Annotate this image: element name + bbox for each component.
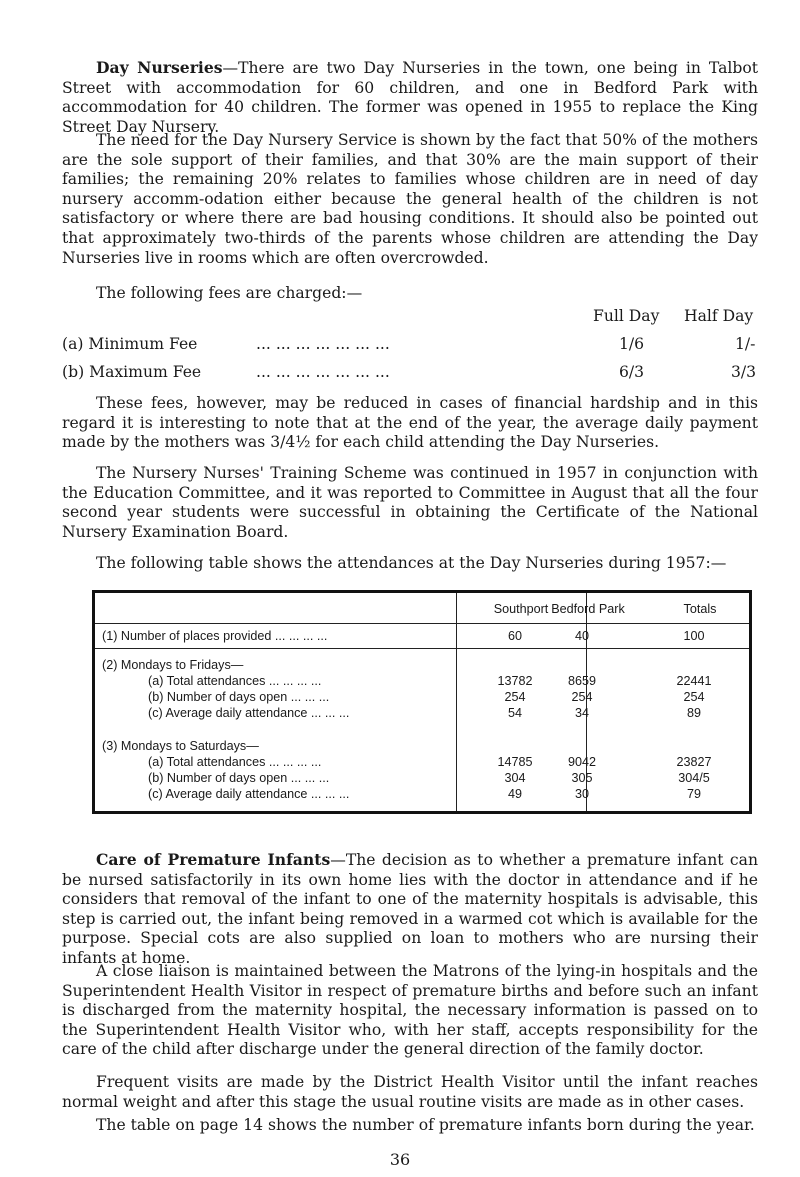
day-nurseries-heading: Day Nurseries (96, 58, 223, 77)
cell-value: 304 (504, 771, 526, 785)
fee-dots: ... ... ... ... ... ... ... (256, 335, 390, 353)
fee-half-day: 3/3 (731, 363, 757, 381)
cell-value: 305 (571, 771, 593, 785)
cell-value: 49 (507, 787, 522, 801)
cell-value: 254 (504, 690, 526, 704)
cell-value: 8659 (567, 674, 597, 688)
cell-value: 40 (574, 629, 589, 643)
visits-paragraph: Frequent visits are made by the District Health Visitor until the infant reaches normal weight and after this stage the usual routine visits are made as in other cases. (62, 1073, 758, 1111)
day-nurseries-paragraph (62, 58, 758, 137)
cell-value: 13782 (497, 674, 533, 688)
table-border (92, 590, 752, 593)
fee-row (62, 335, 762, 355)
fee-full-day: 6/3 (619, 363, 645, 381)
cell-value: 89 (686, 706, 701, 720)
cell-value: 100 (683, 629, 705, 643)
fees-intro: The following fees are charged:— (96, 284, 363, 302)
cell-value: 23827 (676, 755, 712, 769)
row-label: (a) Total attendances ... ... ... ... (148, 674, 322, 688)
cell-value: 254 (683, 690, 705, 704)
day-nurseries-text: —There are two Day Nurseries in the town, one being in Talbot Street with accommodation for 60 children, and one in Bedford Park with accommodation for 40 children. The former was opened in 1955 to replace the King Street Day Nursery. (62, 59, 759, 136)
fee-label: (b) Maximum Fee (62, 363, 202, 381)
row-label: (1) Number of places provided ... ... ... ... (102, 629, 328, 643)
header-bedford-park: Bedford Park (551, 602, 625, 616)
group-label: (3) Mondays to Saturdays— (102, 739, 259, 753)
fee-dots: ... ... ... ... ... ... ... (256, 363, 390, 381)
cell-value: 79 (686, 787, 701, 801)
table-reference-paragraph: The table on page 14 shows the number of premature infants born during the year. (96, 1116, 755, 1134)
row-label: (b) Number of days open ... ... ... (148, 690, 330, 704)
row-label: (b) Number of days open ... ... ... (148, 771, 330, 785)
fee-label: (a) Minimum Fee (62, 335, 198, 353)
cell-value: 60 (507, 629, 522, 643)
row-label: (a) Total attendances ... ... ... ... (148, 755, 322, 769)
header-totals: Totals (683, 602, 717, 616)
need-paragraph: The need for the Day Nursery Service is shown by the fact that 50% of the mothers are the sole support of their families, and that 30% are the main support of their families; the remaining 20% relates to families whose children are in need of day nursery accomm-odation either because the general health of the children is not satisfactory or where there are bad housing conditions. It should also be pointed out that approximately two-thirds of the parents whose children are attending the Day Nurseries live in rooms which are often overcrowded. (62, 131, 758, 267)
page-number: 36 (389, 1150, 411, 1169)
premature-infants-heading: Care of Premature Infants (96, 850, 331, 869)
cell-value: 54 (507, 706, 522, 720)
header-southport: Southport (493, 602, 549, 616)
cell-value: 30 (574, 787, 589, 801)
fee-half-day: 1/- (735, 335, 756, 353)
fees-header-row (62, 307, 762, 327)
row-rule (95, 648, 749, 649)
fees-col-full-day: Full Day (593, 307, 660, 325)
attendance-table (92, 590, 752, 814)
fees-reduction-paragraph: These fees, however, may be reduced in cases of financial hardship and in this regard it is interesting to note that at the end of the year, the average daily payment made by the mothers was 3/4½ for each child attending the Day Nurseries. (62, 394, 758, 452)
premature-infants-text: —The decision as to whether a premature infant can be nursed satisfactorily in its own home lies with the doctor in attendance and if he considers that removal of the infant to one of the maternity hospitals is advisable, this step is carried out, the infant being removed in a warmed cot which is available for the purpose. Special cots are also supplied on loan to mothers who are nursing their infants at home. (62, 851, 758, 967)
table-intro: The following table shows the attendances at the Day Nurseries during 1957:— (96, 554, 727, 572)
table-border (92, 811, 752, 814)
cell-value: 9042 (567, 755, 597, 769)
cell-value: 22441 (676, 674, 712, 688)
row-label: (c) Average daily attendance ... ... ... (148, 706, 350, 720)
liaison-paragraph: A close liaison is maintained between the Matrons of the lying-in hospitals and the Superintendent Health Visitor in respect of premature births and before such an infant is discharged from the maternity hospital, the necessary information is passed on to the Superintendent Health Visitor who, with her staff, accepts responsibility for the care of the child after discharge under the general direction of the family doctor. (62, 962, 758, 1059)
group-label: (2) Mondays to Fridays— (102, 658, 244, 672)
cell-value: 14785 (497, 755, 533, 769)
row-label: (c) Average daily attendance ... ... ... (148, 787, 350, 801)
cell-value: 34 (574, 706, 589, 720)
fees-col-half-day: Half Day (684, 307, 754, 325)
header-rule (95, 623, 749, 624)
cell-value: 304/5 (678, 771, 710, 785)
fee-row (62, 363, 762, 383)
cell-value: 254 (571, 690, 593, 704)
fee-full-day: 1/6 (619, 335, 645, 353)
premature-infants-paragraph (62, 850, 758, 969)
training-scheme-paragraph: The Nursery Nurses' Training Scheme was continued in 1957 in conjunction with the Education Committee, and it was reported to Committee in August that all the four second year students were successful in obtaining the Certificate of the National Nursery Examination Board. (62, 464, 758, 541)
